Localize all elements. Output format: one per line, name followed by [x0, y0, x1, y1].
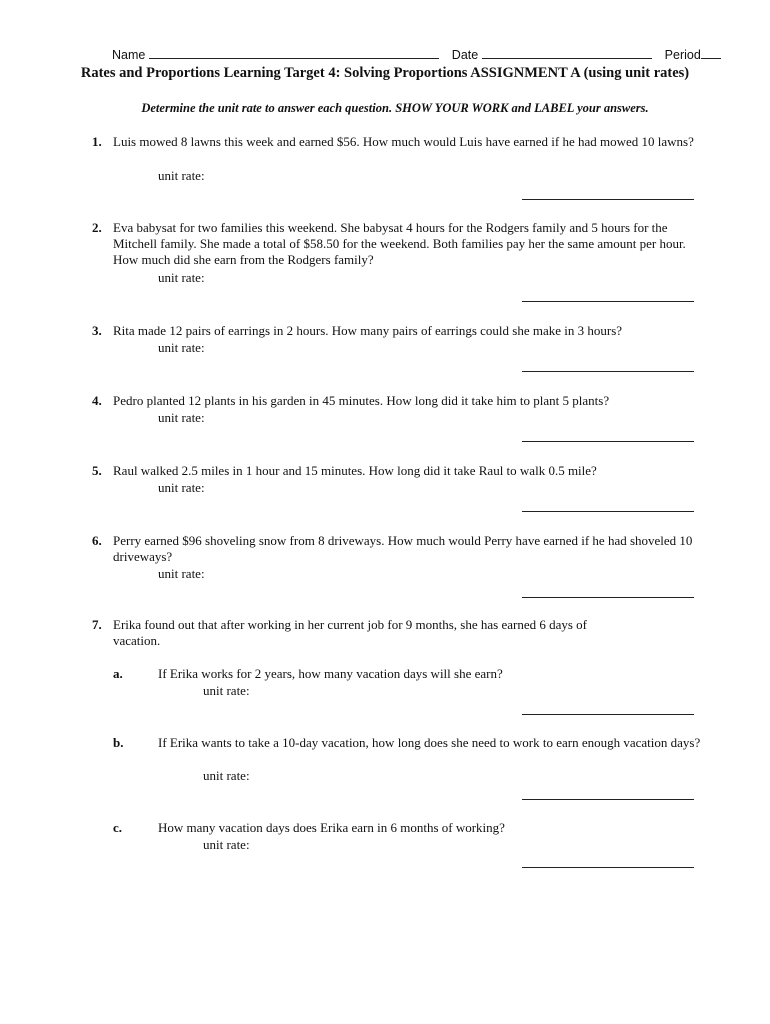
answer-line[interactable] — [522, 867, 694, 868]
question-text: Raul walked 2.5 miles in 1 hour and 15 minutes. How long did it take Raul to walk 0.5 mile? — [113, 463, 597, 478]
period-blank[interactable] — [701, 46, 721, 59]
question-text: Perry earned $96 shoveling snow from 8 driveways. How much would Perry have earned if he had shoveled 10 driveways? — [113, 533, 693, 564]
answer-line[interactable] — [522, 441, 694, 442]
unit-rate-label: unit rate: — [158, 340, 205, 355]
question-number: 3. — [92, 323, 102, 338]
period-label: Period — [664, 48, 701, 62]
subquestion-label: c. — [113, 820, 123, 835]
question-number: 6. — [92, 533, 102, 548]
unit-rate-label: unit rate: — [203, 837, 250, 852]
name-blank[interactable] — [149, 46, 439, 59]
subquestion-label: b. — [113, 735, 124, 750]
question-text: Luis mowed 8 lawns this week and earned $56. How much would Luis have earned if he had mowed 10 lawns? — [113, 134, 694, 149]
answer-line[interactable] — [522, 799, 694, 800]
instructions: Determine the unit rate to answer each question. SHOW YOUR WORK and LABEL your answers. — [141, 101, 649, 115]
student-info-line — [112, 46, 722, 62]
unit-rate-label: unit rate: — [158, 168, 205, 183]
question-number: 7. — [92, 617, 102, 632]
name-label: Name — [112, 48, 146, 62]
unit-rate-label: unit rate: — [203, 683, 250, 698]
unit-rate-label: unit rate: — [203, 768, 250, 783]
answer-line[interactable] — [522, 597, 694, 598]
answer-line[interactable] — [522, 511, 694, 512]
unit-rate-label: unit rate: — [158, 410, 205, 425]
answer-line[interactable] — [522, 714, 694, 715]
question-text: Eva babysat for two families this weekend. She babysat 4 hours for the Rodgers family and 5 hours for the Mitchell family. She made a total of $58.50 for the weekend. Both families pay her the same amount per hour. How much did she earn from the Rodgers family? — [113, 220, 686, 267]
unit-rate-label: unit rate: — [158, 566, 205, 581]
question-text: Pedro planted 12 plants in his garden in 45 minutes. How long did it take him to plant 5 plants? — [113, 393, 610, 408]
unit-rate-label: unit rate: — [158, 480, 205, 495]
question-text: Rita made 12 pairs of earrings in 2 hours. How many pairs of earrings could she make in 3 hours? — [113, 323, 623, 338]
answer-line[interactable] — [522, 371, 694, 372]
question-number: 5. — [92, 463, 102, 478]
question-number: 2. — [92, 220, 102, 235]
answer-line[interactable] — [522, 199, 694, 200]
question-number: 1. — [92, 134, 102, 149]
subquestion-text: If Erika wants to take a 10-day vacation, how long does she need to work to earn enough vacation days? — [158, 735, 701, 750]
question-text: Erika found out that after working in her current job for 9 months, she has earned 6 days of vacation. — [113, 617, 588, 648]
answer-line[interactable] — [522, 301, 694, 302]
unit-rate-label: unit rate: — [158, 270, 205, 285]
subquestion-text: How many vacation days does Erika earn in 6 months of working? — [158, 820, 505, 835]
subquestion-label: a. — [113, 666, 123, 681]
page-title: Rates and Proportions Learning Target 4: Solving Proportions ASSIGNMENT A (using unit rates) — [80, 65, 690, 81]
subquestion-text: If Erika works for 2 years, how many vacation days will she earn? — [158, 666, 503, 681]
question-number: 4. — [92, 393, 102, 408]
date-blank[interactable] — [482, 46, 652, 59]
date-label: Date — [451, 48, 479, 62]
